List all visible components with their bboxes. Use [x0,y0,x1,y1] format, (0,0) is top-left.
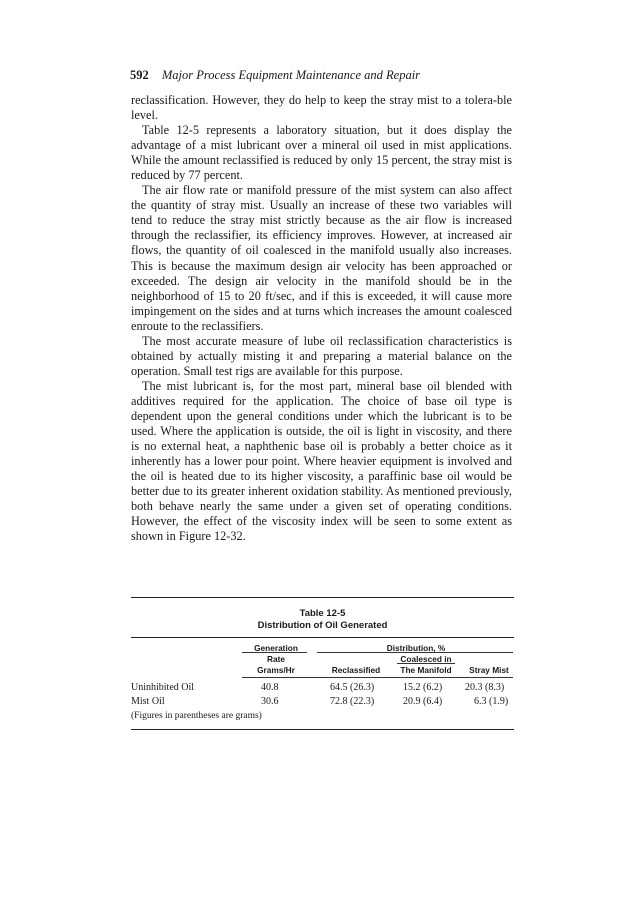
table-row [131,695,514,709]
table-footnote: (Figures in parentheses are grams) [131,711,262,721]
cell-stray: 20.3 (8.3) [465,682,505,693]
table-bottom-rule [131,729,514,730]
cell-reclassified: 64.5 (26.3) [330,682,375,693]
header-coalesced: Coalesced in [400,654,452,664]
cell-reclassified: 72.8 (22.3) [330,696,375,707]
page-number: 592 [130,68,149,82]
header-rate: Rate [267,654,285,664]
distribution-rule [317,652,513,653]
header-reclassified: Reclassified [331,665,381,675]
running-header [130,68,420,83]
paragraph: The mist lubricant is, for the most part, mineral base oil blended with additives required for the application. The choice of base oil type is dependent upon the general conditions under which the lubricant is to be used. Where the application is outside, the oil is light in viscosity, and there is no external heat, a naphthenic base oil is probably a better choice as it inherently has a lower pour point. Where heavier equipment is involved and the oil is heated due to its higher viscosity, a paraffinic base oil would be better due to its greater inherent oxidation stability. As mentioned previously, both behave nearly the same under a given set of operating conditions. However, the effect of the viscosity index will be seen to some extent as shown in Figure 12-32. [131,378,512,544]
cell-coalesced: 20.9 (6.4) [403,696,443,707]
header-grams-hr: Grams/Hr [257,665,295,675]
header-distribution: Distribution, % [386,643,446,653]
table-top-rule [131,597,514,598]
body-text [131,93,512,544]
cell-coalesced: 15.2 (6.2) [403,682,443,693]
running-title: Major Process Equipment Maintenance and Repair [161,68,421,82]
paragraph: The most accurate measure of lube oil reclassification characteristics is obtained by actually misting it and preparing a material balance on the operation. Small test rigs are available for this purpose. [131,333,512,378]
table-12-5 [131,597,514,730]
header-bottom-rule [242,677,513,678]
cell-rate: 40.8 [261,682,279,693]
paragraph: Table 12-5 represents a laboratory situation, but it does display the advantage of a mist lubricant over a mineral oil used in mist applications. While the amount reclassified is reduced by only 15 percent, the stray mist is reduced by 77 percent. [131,123,512,183]
generation-rule [242,652,307,653]
coalesced-rule [397,663,455,664]
table-title: Distribution of Oil Generated [257,620,388,631]
table-number: Table 12-5 [299,608,346,619]
header-generation: Generation [254,643,298,653]
cell-stray: 6.3 (1.9) [474,696,509,707]
header-manifold: The Manifold [400,665,452,675]
paragraph: The air flow rate or manifold pressure of the mist system can also affect the quantity of stray mist. Usually an increase of these two variables will tend to reduce the stray mist strictly because as the air flow is increased through the reclassifier, its efficiency improves. However, at increased air flows, the quantity of oil coalesced in the manifold usually also increases. This is because the maximum design air velocity has been approached or exceeded. The design air velocity in the manifold should be in the neighborhood of 15 to 20 ft/sec, and if this is exceeded, it will cause more impingement on the sides and at turns which increases the amount coalesced enroute to the reclassifiers. [131,183,512,333]
cell-rate: 30.6 [261,696,279,707]
row-label: Mist Oil [131,696,165,707]
table-row [131,681,514,695]
header-stray-mist: Stray Mist [469,665,509,675]
paragraph: reclassification. However, they do help to keep the stray mist to a tolera-ble level. [131,93,512,123]
row-label: Uninhibited Oil [131,682,195,693]
